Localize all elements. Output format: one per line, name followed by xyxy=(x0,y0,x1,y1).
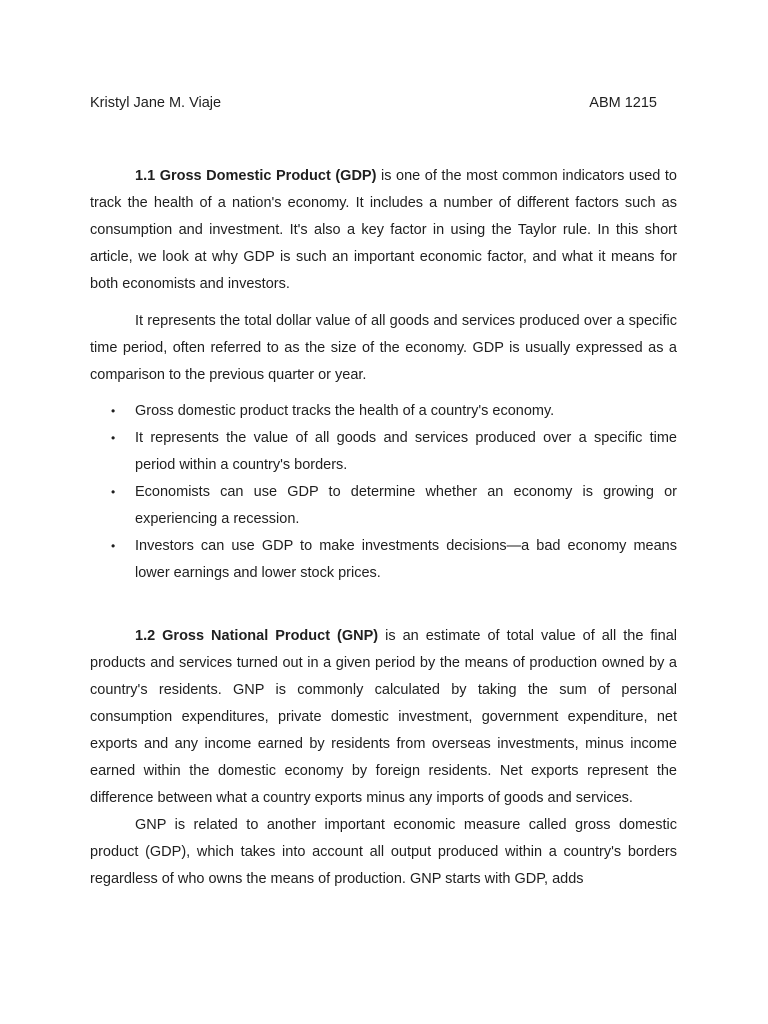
gdp-intro-text: is one of the most common indicators used to track the health of a nation's economy. It includes a number of different factors such as consumption and investment. It's also a key factor in using the Taylor rule. In this short article, we look at why GDP is such an important economic factor, and what it means for both economists and investors. xyxy=(90,168,677,292)
list-item xyxy=(90,533,677,587)
gnp-heading: 1.2 Gross National Product (GNP) xyxy=(135,628,379,644)
bullet-icon: • xyxy=(111,404,116,418)
gdp-key-points-list xyxy=(90,398,677,587)
document-header xyxy=(90,93,657,113)
bullet-icon: • xyxy=(111,485,116,499)
list-item xyxy=(90,479,677,533)
list-item-text: It represents the value of all goods and services produced over a specific time period within a country's borders. xyxy=(135,430,677,473)
bullet-icon: • xyxy=(111,539,116,553)
list-item-text: Investors can use GDP to make investments decisions—a bad economy means lower earnings and lower stock prices. xyxy=(135,538,677,581)
gdp-heading: 1.1 Gross Domestic Product (GDP) xyxy=(135,168,377,184)
list-item-text: Gross domestic product tracks the health of a country's economy. xyxy=(135,403,555,419)
gnp-intro-text: is an estimate of total value of all the final products and services turned out in a given period by the means of production owned by a country's residents. GNP is commonly calculated by taking the sum of personal consumption expenditures, private domestic investment, government expenditure, net exports and any income earned by residents from overseas investments, minus income earned within the domestic economy by foreign residents. Net exports represent the difference between what a country exports minus any imports of goods and services. xyxy=(90,628,677,806)
gdp-intro-paragraph xyxy=(90,163,677,298)
list-item xyxy=(90,398,677,425)
bullet-icon: • xyxy=(111,431,116,445)
document-body xyxy=(90,163,677,893)
author-name: Kristyl Jane M. Viaje xyxy=(90,95,222,111)
gdp-definition-paragraph: It represents the total dollar value of all goods and services produced over a specific time period, often referred to as the size of the economy. GDP is usually expressed as a comparison to the previous quarter or year. xyxy=(90,313,677,383)
class-code: ABM 1215 xyxy=(589,95,657,111)
list-item-text: Economists can use GDP to determine whether an economy is growing or experiencing a recession. xyxy=(135,484,677,527)
gnp-relation-paragraph: GNP is related to another important economic measure called gross domestic product (GDP), which takes into account all output produced within a country's borders regardless of who owns the means of production. GNP starts with GDP, adds xyxy=(90,817,677,887)
gnp-intro-paragraph xyxy=(90,623,677,812)
list-item xyxy=(90,425,677,479)
